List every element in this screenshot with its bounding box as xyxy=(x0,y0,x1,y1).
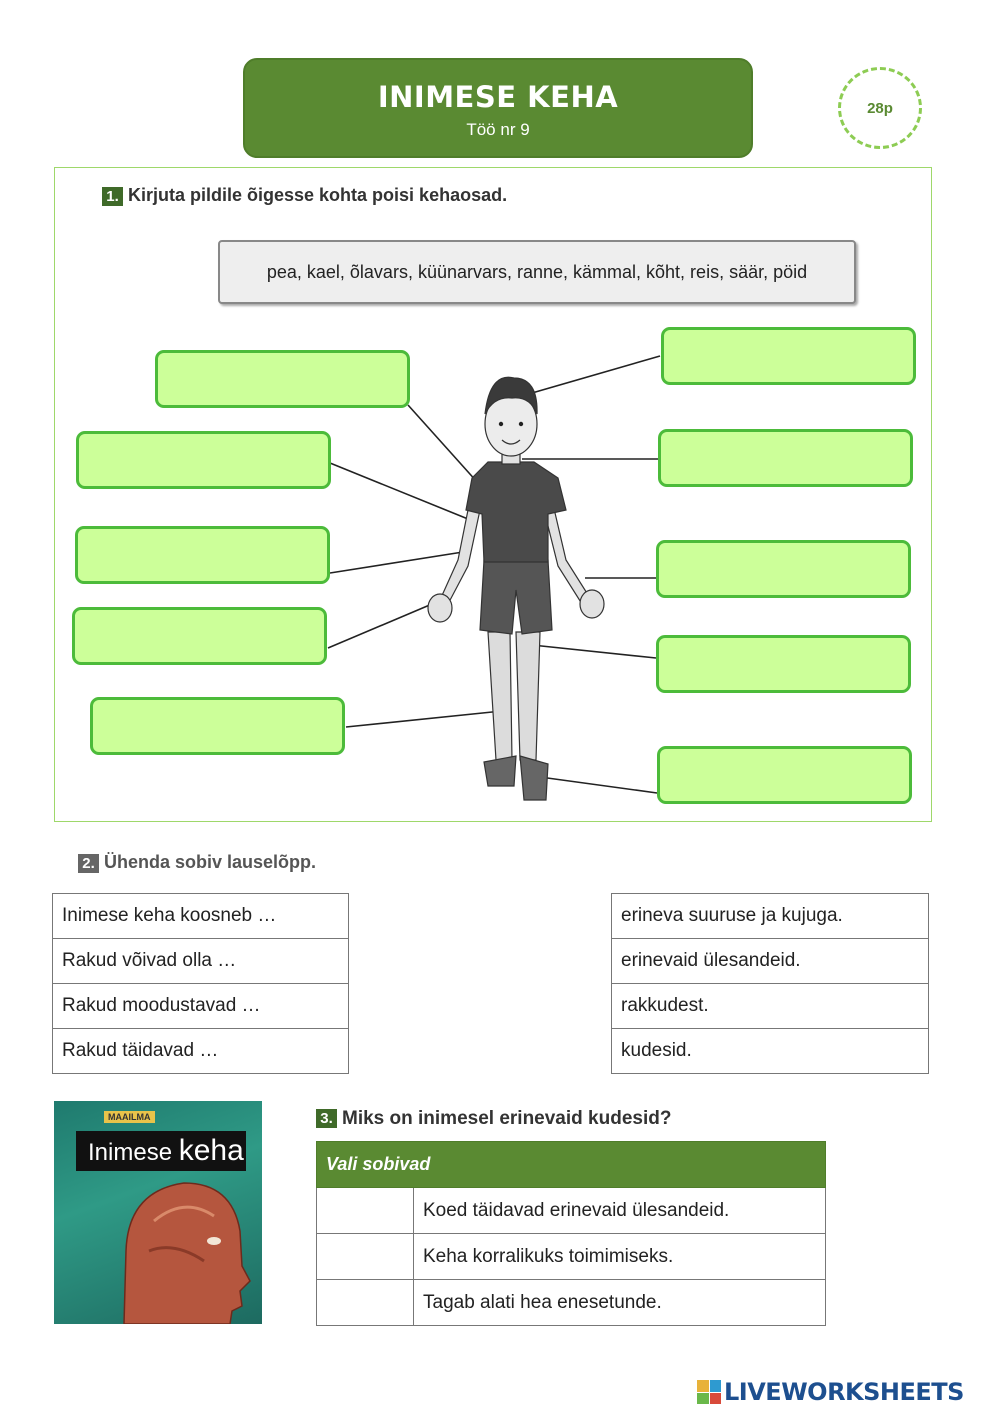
section-3-question: Miks on inimesel erinevaid kudesid? xyxy=(342,1108,672,1129)
match-right-table xyxy=(611,893,929,1074)
section-2-number: 2. xyxy=(78,854,99,873)
right-arm xyxy=(544,500,590,604)
left-hand xyxy=(428,594,452,622)
brand-text: LIVEWORKSHEETS xyxy=(724,1378,964,1406)
page-subtitle: Töö nr 9 xyxy=(466,120,530,139)
answer-box[interactable] xyxy=(76,431,331,489)
connector-line xyxy=(330,463,468,519)
choose-table-header: Vali sobivad xyxy=(317,1142,826,1188)
answer-box[interactable] xyxy=(72,607,327,665)
word-bank: pea, kael, õlavars, küünarvars, ranne, kämmal, kõht, reis, säär, pöid xyxy=(218,240,856,304)
choice-input-cell[interactable] xyxy=(317,1280,414,1326)
section-2-heading xyxy=(78,852,316,873)
liveworksheets-brand xyxy=(697,1378,964,1406)
answer-box[interactable] xyxy=(661,327,916,385)
connector-line xyxy=(346,711,502,727)
match-left-table xyxy=(52,893,349,1074)
section-3-heading xyxy=(316,1108,671,1130)
section-3-number: 3. xyxy=(316,1109,337,1128)
section-1-instruction: Kirjuta pildile õigesse kohta poisi kehaosad. xyxy=(128,185,508,205)
match-left-item[interactable]: Rakud täidavad … xyxy=(53,1029,349,1074)
shorts xyxy=(480,560,552,634)
page-title: INIMESE KEHA xyxy=(377,80,619,114)
book-title-part1: Inimese xyxy=(88,1139,173,1166)
answer-box[interactable] xyxy=(656,635,911,693)
left-sandal xyxy=(484,756,516,786)
match-left-item[interactable]: Inimese keha koosneb … xyxy=(53,894,349,939)
section-2-instruction: Ühenda sobiv lauselõpp. xyxy=(104,852,317,872)
boy-drawing xyxy=(428,377,604,800)
match-right-item[interactable]: kudesid. xyxy=(612,1029,929,1074)
answer-box[interactable] xyxy=(657,746,912,804)
match-right-item[interactable]: erinevaid ülesandeid. xyxy=(612,939,929,984)
book-title-part2: keha xyxy=(178,1134,244,1167)
choice-input-cell[interactable] xyxy=(317,1234,414,1280)
book-cover-image xyxy=(54,1101,262,1324)
answer-box[interactable] xyxy=(90,697,345,755)
connector-line xyxy=(532,645,656,658)
answer-box[interactable] xyxy=(658,429,913,487)
book-series: MAAILMA xyxy=(104,1111,155,1123)
connector-line xyxy=(540,777,657,793)
connector-line xyxy=(532,356,660,393)
right-hand xyxy=(580,590,604,618)
answer-box[interactable] xyxy=(656,540,911,598)
t-shirt xyxy=(466,462,566,562)
match-right-item[interactable]: rakkudest. xyxy=(612,984,929,1029)
choice-option: Tagab alati hea enesetunde. xyxy=(414,1280,826,1326)
choice-option: Koed täidavad erinevaid ülesandeid. xyxy=(414,1188,826,1234)
connector-line xyxy=(408,405,478,483)
choice-input-cell[interactable] xyxy=(317,1188,414,1234)
liveworksheets-logo-icon xyxy=(697,1380,721,1404)
choice-option: Keha korralikuks toimimiseks. xyxy=(414,1234,826,1280)
choose-table xyxy=(316,1141,826,1326)
anatomy-head-illustration xyxy=(54,1101,262,1324)
match-right-item[interactable]: erineva suuruse ja kujuga. xyxy=(612,894,929,939)
answer-box[interactable] xyxy=(75,526,330,584)
match-left-item[interactable]: Rakud moodustavad … xyxy=(53,984,349,1029)
answer-box[interactable] xyxy=(155,350,410,408)
right-sandal xyxy=(520,756,548,800)
left-leg xyxy=(488,632,512,760)
match-left-item[interactable]: Rakud võivad olla … xyxy=(53,939,349,984)
right-leg xyxy=(516,632,540,760)
connector-line xyxy=(328,604,432,648)
section-1-number: 1. xyxy=(102,187,123,206)
connector-line xyxy=(330,552,463,573)
points-badge: 28p xyxy=(838,67,922,149)
